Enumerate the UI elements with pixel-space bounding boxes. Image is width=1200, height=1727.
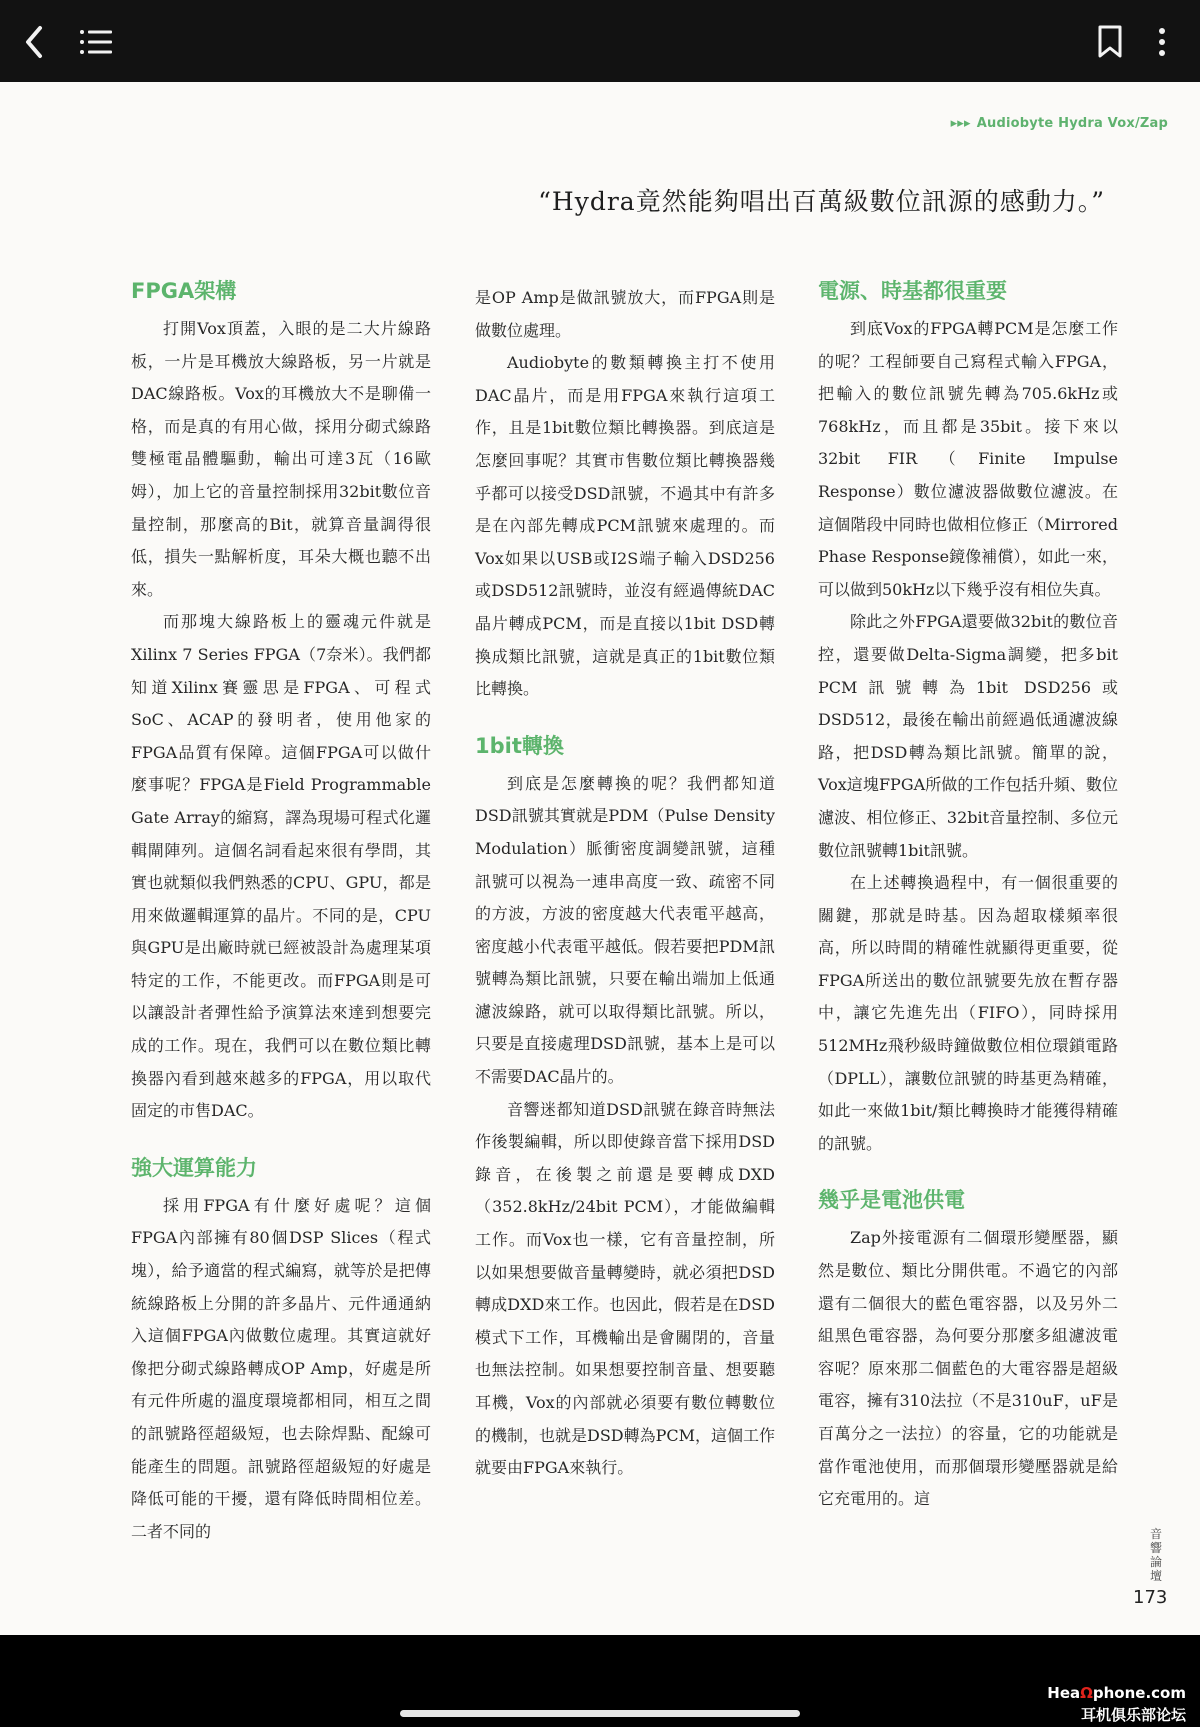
paragraph: 打開Vox頂蓋，入眼的是二大片線路板，一片是耳機放大線路板，另一片就是DAC線路板。Vox的耳機放大不是聊備一格，而是真的有用心做，採用分砌式線路雙極電晶體驅動，輸出可達3瓦（16歐姆），加上它的音量控制採用32bit數位音量控制，那麼高的Bit，就算音量調得很低，損失一點解析度，耳朵大概也聽不出來。 [131,319,431,599]
list-icon [79,28,113,56]
watermark-text: .com [1145,1684,1186,1702]
paragraph: 除此之外FPGA還要做32bit的數位音控，還要做Delta-Sigma調變，把多bit PCM訊號轉為1bit DSD256或DSD512，最後在輸出前經過低通濾波線路，把DSD轉為類比訊號。簡單的說，Vox這塊FPGA所做的工作包括升頻、數位濾波、相位修正、32bit音量控制、多位元數位訊號轉1bit訊號。 [818,612,1118,860]
section-heading: 幾乎是電池供電 [818,1188,965,1213]
article-column-1 [131,277,431,1548]
running-header [951,116,1168,131]
magazine-name: 音響論壇 [1149,1527,1162,1583]
section-heading: 1bit轉換 [475,733,564,758]
paragraph: 而那塊大線路板上的靈魂元件就是Xilinx 7 Series FPGA（7奈米）。我們都知道Xilinx賽靈思是FPGA、可程式SoC、ACAP的發明者，使用他家的FPGA品質有保障。這個FPGA可以做什麼事呢？FPGA是Field Programmable Gate Array的縮寫，譯為現場可程式化邏輯閘陣列。這個名詞看起來很有學問，其實也就類似我們熟悉的CPU、GPU，都是用來做邏輯運算的晶片。不同的是，CPU與GPU是出廠時就已經被設計為處理某項特定的工作，不能更改。而FPGA則是可以讓設計者彈性給予演算法來達到想要完成的工作。現在，我們可以在數位類比轉換器內看到越來越多的FPGA，用以取代固定的市售DAC。 [131,612,431,1121]
watermark-text: Hea [1047,1684,1081,1702]
paragraph: 採用FPGA有什麼好處呢？這個FPGA內部擁有80個DSP Slices（程式塊），給予適當的程式編寫，就等於是把傳統線路板上分開的許多晶片、元件通通納入這個FPGA內做數位處理。其實這就好像把分砌式線路轉成OP Amp，好處是所有元件所處的溫度環境都相同，相互之間的訊號路徑超級短，也去除焊點、配線可能產生的問題。訊號路徑超級短的好處是降低可能的干擾，還有降低時間相位差。二者不同的 [131,1195,431,1541]
watermark-text: phone [1092,1684,1146,1702]
table-of-contents-button[interactable] [74,20,118,64]
watermark-caption: 耳机俱乐部论坛 [1080,1706,1186,1724]
paragraph: 音響迷都知道DSD訊號在錄音時無法作後製編輯，所以即使錄音當下採用DSD錄音，在後製之前還是要轉成DXD（352.8kHz/24bit PCM），才能做編輯工作。而Vox也一樣，它有音量控制，所以如果想要做音量轉變時，就必須把DSD轉成DXD來工作。也因此，假若是在DSD模式下工作，耳機輸出是會關閉的，音量也無法控制。如果想要控制音量、想要聽耳機，Vox的內部就必須要有數位轉數位的機制，也就是DSD轉為PCM，這個工作就要由FPGA來執行。 [475,1099,776,1478]
headphone-logo-icon: Ω [1080,1684,1093,1702]
pull-quote: “Hydra竟然能夠唱出百萬級數位訊源的感動力。” [538,187,1105,216]
bookmark-button[interactable] [1088,20,1132,64]
paragraph: Zap外接電源有二個環形變壓器，顯然是數位、類比分開供電。不過它的內部還有二個很大的藍色電容器，以及另外二組黑色電容器，為何要分那麼多組濾波電容呢？原來那二個藍色的大電容器是超級電容，擁有310法拉（不是310uF，uF是百萬分之一法拉）的容量，它的功能就是當作電池使用，而那個環形變壓器就是給它充電用的。這 [818,1228,1118,1509]
bookmark-icon [1097,25,1123,59]
more-options-button[interactable] [1140,20,1184,64]
home-indicator[interactable] [400,1710,800,1717]
page-number: 173 [1133,1587,1168,1608]
section-heading: 電源、時基都很重要 [818,279,1007,303]
chevron-left-icon [20,24,48,60]
paragraph: 是OP Amp是做訊號放大，而FPGA則是做數位處理。 [475,288,775,340]
watermark [1047,1684,1186,1725]
paragraph: 到底Vox的FPGA轉PCM是怎麼工作的呢？工程師要自己寫程式輸入FPGA，把輸入的數位訊號先轉為705.6kHz或768kHz，而且都是35bit。接下來以32bit FIR（Finite Impulse Response）數位濾波器做數位濾波。在這個階段中同時也做相位修正（Mirrored Phase Response鏡像補償），如此一來，可以做到50kHz以下幾乎沒有相位失真。 [818,319,1118,599]
section-heading: FPGA架構 [131,279,237,303]
section-title: Audiobyte Hydra Vox/Zap [976,116,1168,131]
article-column-3 [818,277,1118,1516]
triple-arrow-icon: ▸▸▸ [950,116,971,131]
paragraph: 在上述轉換過程中，有一個很重要的關鍵，那就是時基。因為超取樣頻率很高，所以時間的精確性就顯得更重要，從FPGA所送出的數位訊號要先放在暫存器中，讓它先進先出（FIFO），同時採用512MHz飛秒級時鐘做數位相位環鎖電路（DPLL），讓數位訊號的時基更為精確，如此一來做1bit/類比轉換時才能獲得精確的訊號。 [818,873,1118,1153]
section-heading: 強大運算能力 [131,1155,257,1180]
more-vertical-icon [1158,27,1166,57]
back-button[interactable] [12,20,56,64]
paragraph: 到底是怎麼轉換的呢？我們都知道DSD訊號其實就是PDM（Pulse Density Modulation）脈衝密度調變訊號，這種訊號可以視為一連串高度一致、疏密不同的方波，方波的密度越大代表電平越高，密度越小代表電平越低。假若要把PDM訊號轉為類比訊號，只要在輸出端加上低通濾波線路，就可以取得類比訊號。所以，只要是直接處理DSD訊號，基本上是可以不需要DAC晶片的。 [475,773,775,1087]
reader-toolbar [0,0,1200,82]
article-column-2 [475,282,775,1485]
paragraph: Audiobyte的數類轉換主打不使用DAC晶片，而是用FPGA來執行這項工作，且是1bit數位類比轉換器。到底這是怎麼回事呢？其實市售數位類比轉換器幾乎都可以接受DSD訊號，不過其中有許多是在內部先轉成PCM訊號來處理的。而Vox如果以USB或I2S端子輸入DSD256或DSD512訊號時，並沒有經過傳統DAC晶片轉成PCM，而是直接以1bit DSD轉換成類比訊號，這就是真正的1bit數位類比轉換。 [475,353,775,699]
magazine-page [0,82,1200,1635]
